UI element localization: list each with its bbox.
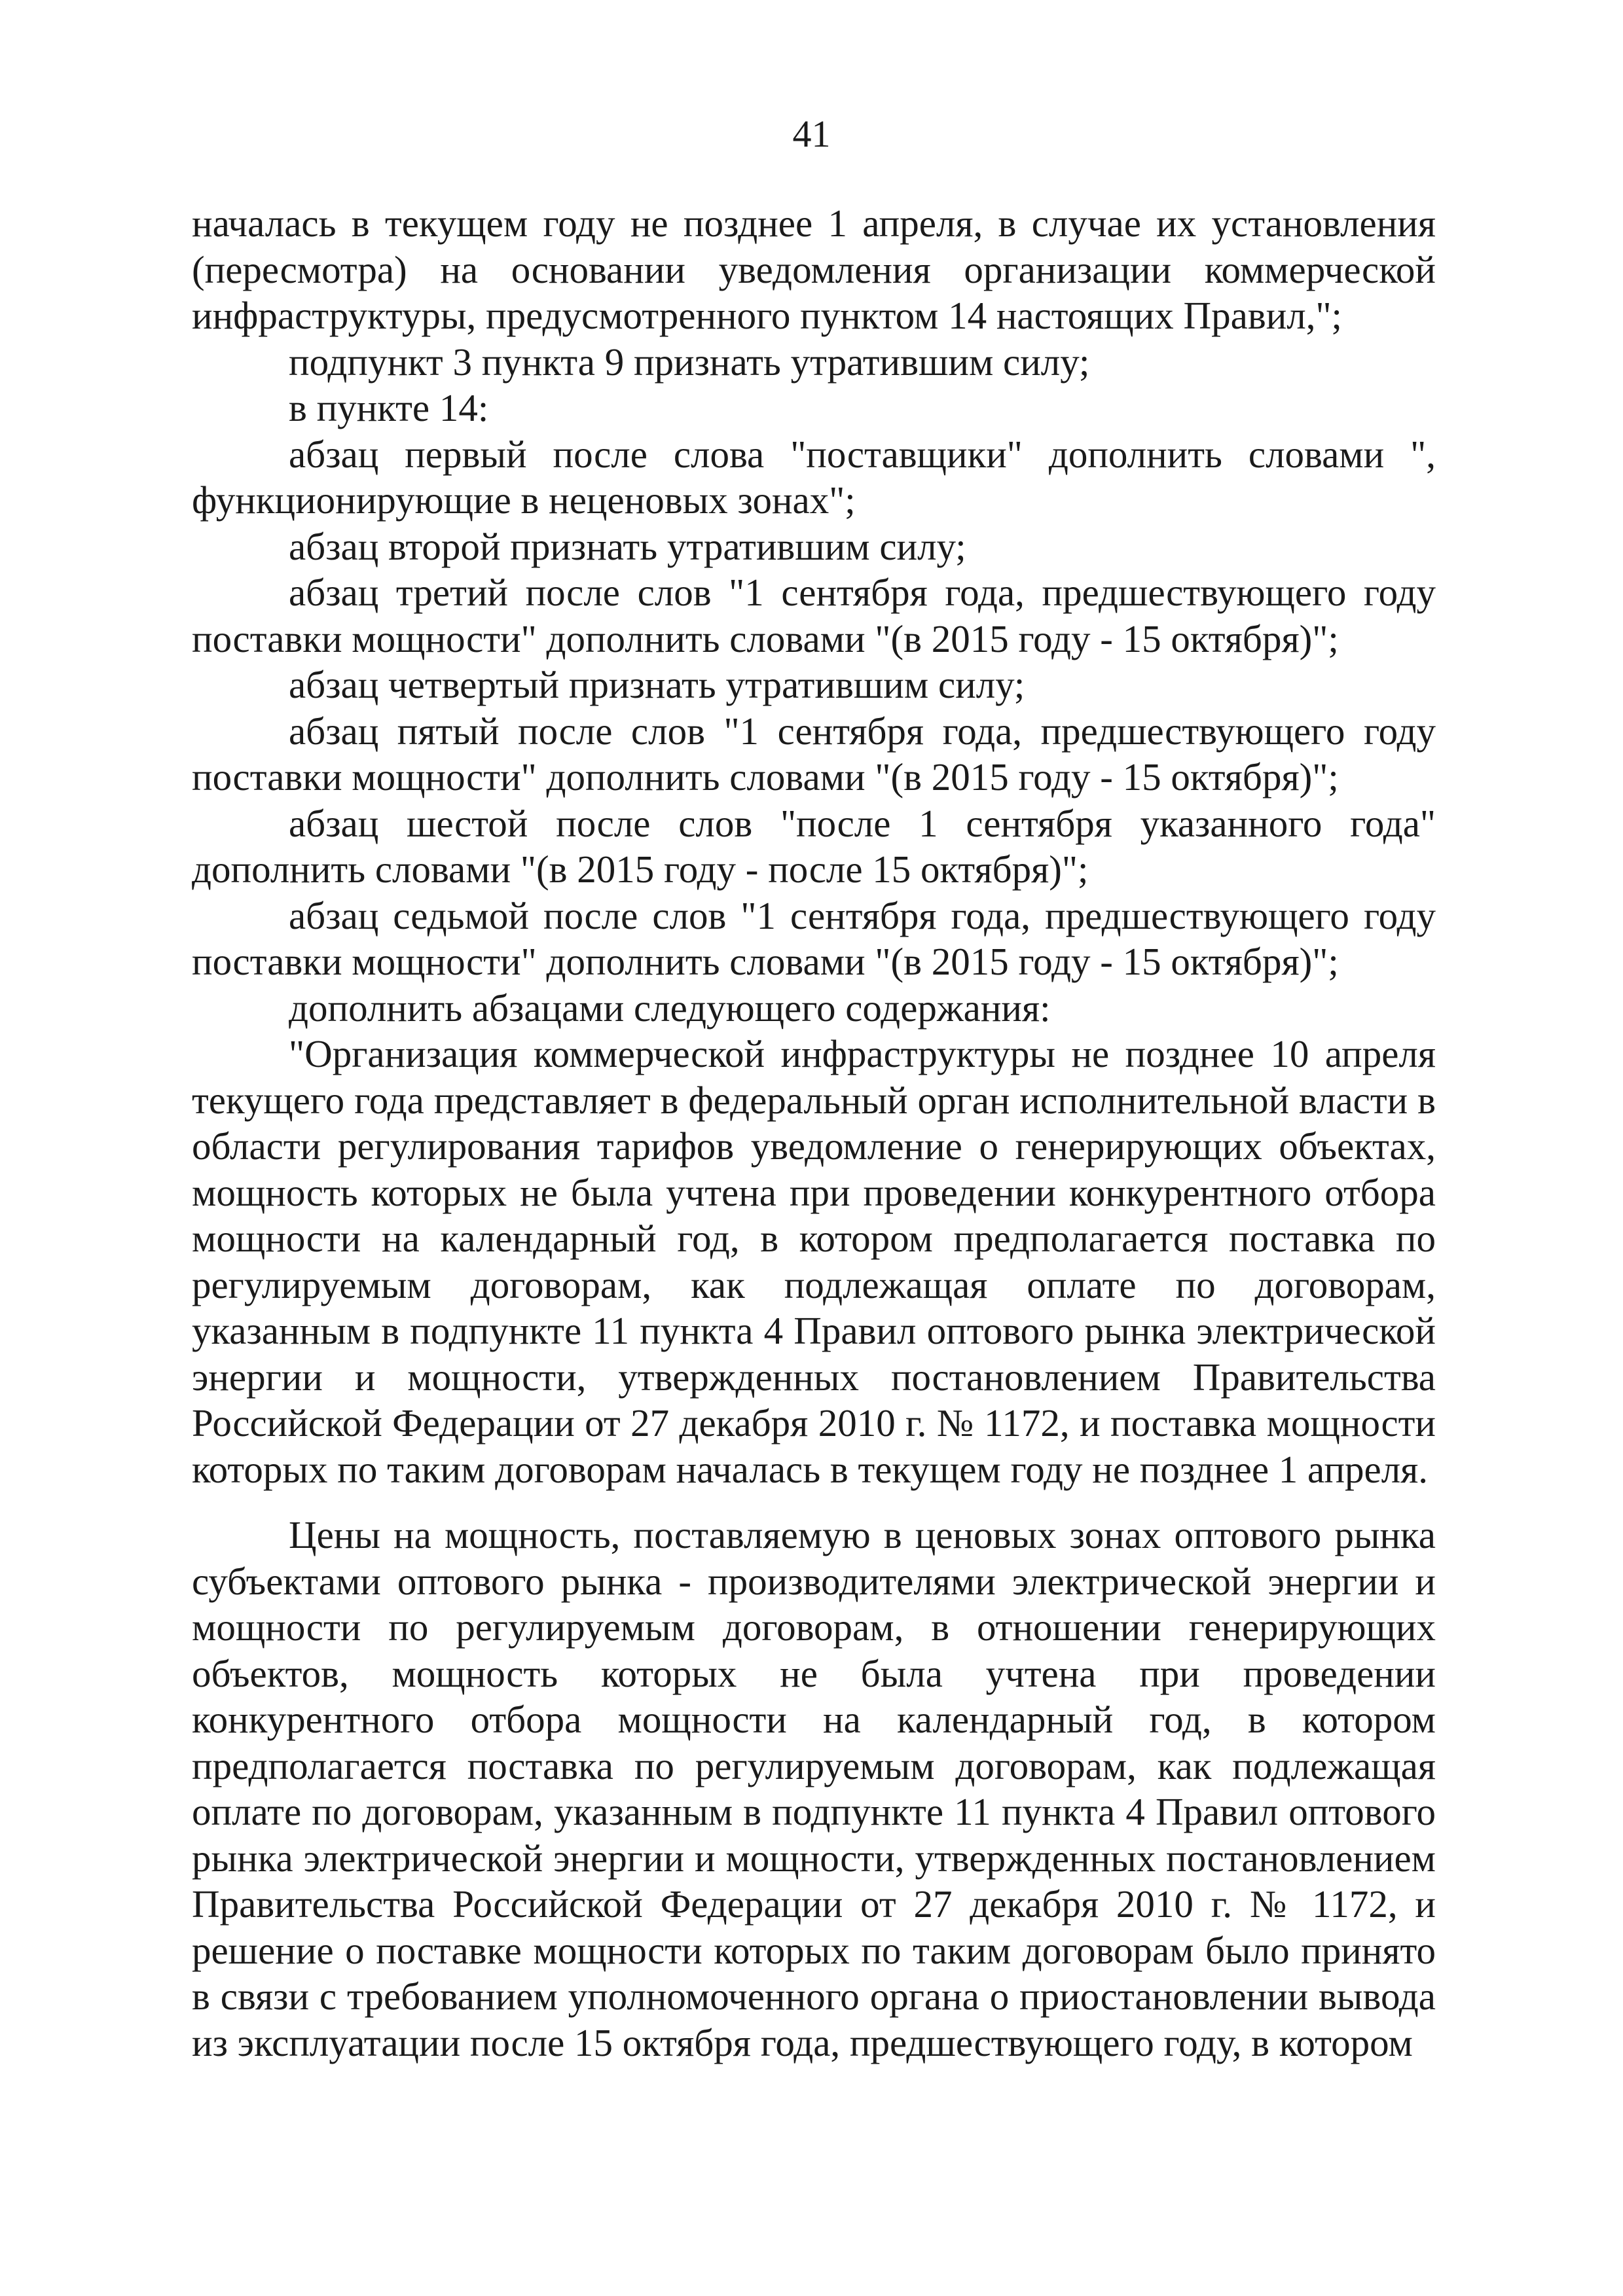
page-number: 41	[792, 113, 831, 155]
paragraph-sixth-abzats: абзац шестой после слов "после 1 сентября указанного года" дополнить словами "(в 2015 году - после 15 октября)";	[192, 801, 1436, 891]
paragraph-first-abzats: абзац первый после слова "поставщики" дополнить словами ", функционирующие в неценовых зонах";	[192, 432, 1436, 522]
paragraph-second-abzats: абзац второй признать утратившим силу;	[289, 524, 966, 568]
paragraph-commercial-infrastructure: "Организация коммерческой инфраструктуры не позднее 10 апреля текущего года представляет в федеральный орган исполнительной власти в области регулирования тарифов уведомление о генерирующих объектах, мощность которых не была учтена при проведении конкурентного отбора мощности на календарный год, в котором предполагается поставка по регулируемым договорам, как подлежащая оплате по договорам, указанным в подпункте 11 пункта 4 Правил оптового рынка электрической энергии и мощности, утвержденных постановлением Правительства Российской Федерации от 27 декабря 2010 г. № 1172, и поставка мощности которых по таким договорам началась в текущем году не позднее 1 апреля.	[192, 1032, 1436, 1491]
paragraph-add-abzatsy: дополнить абзацами следующего содержания:	[289, 986, 1051, 1030]
paragraph-fifth-abzats: абзац пятый после слов "1 сентября года, предшествующего году поставки мощности" дополнить словами "(в 2015 году - 15 октября)";	[192, 709, 1436, 798]
document-body	[192, 200, 1436, 2066]
paragraph-continuation: началась в текущем году не позднее 1 апреля, в случае их установления (пересмотра) на основании уведомления организации коммерческой инфраструктуры, предусмотренного пунктом 14 настоящих Правил,";	[192, 202, 1436, 337]
paragraph-third-abzats: абзац третий после слов "1 сентября года, предшествующего году поставки мощности" дополнить словами "(в 2015 году - 15 октября)";	[192, 571, 1436, 660]
paragraph-capacity-prices: Цены на мощность, поставляемую в ценовых зонах оптового рынка субъектами оптового рынка - производителями электрической энергии и мощности по регулируемым договорам, в отношении генерирующих объектов, мощность которых не была учтена при проведении конкурентного отбора мощности на календарный год, в котором предполагается поставка по регулируемым договорам, как подлежащая оплате по договорам, указанным в подпункте 11 пункта 4 Правил оптового рынка электрической энергии и мощности, утвержденных постановлением Правительства Российской Федерации от 27 декабря 2010 г. № 1172, и решение о поставке мощности которых по таким договорам было принято в связи с требованием уполномоченного органа о приостановлении вывода из эксплуатации после 15 октября года, предшествующего году, в котором	[192, 1513, 1436, 2064]
paragraph-subpoint-3-repeal: подпункт 3 пункта 9 признать утратившим силу;	[289, 340, 1090, 384]
paragraph-seventh-abzats: абзац седьмой после слов "1 сентября года, предшествующего году поставки мощности" дополнить словами "(в 2015 году - 15 октября)";	[192, 893, 1436, 983]
paragraph-fourth-abzats: абзац четвертый признать утратившим силу;	[289, 663, 1025, 706]
paragraph-point-14-heading: в пункте 14:	[289, 386, 489, 429]
